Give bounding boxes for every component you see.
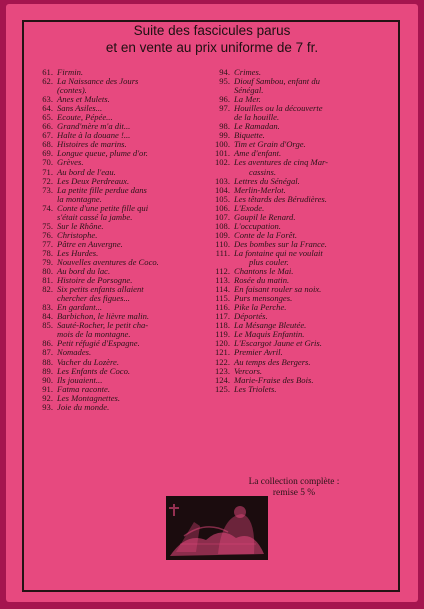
entry-title: La Mésange Bleutée. xyxy=(234,320,307,331)
entry-title: Histoire de Porsogne. xyxy=(57,275,133,286)
entry-title: Vacher du Lozère. xyxy=(57,356,119,367)
entry-title: Chantons le Mai. xyxy=(234,266,294,277)
entry-number: 67. xyxy=(42,130,53,141)
entry-number: 74. xyxy=(42,202,53,213)
entry-title: La Naissance des Jours xyxy=(57,76,139,87)
entry-title: Lettres du Sénégal. xyxy=(234,175,300,186)
footer-line-2: remise 5 % xyxy=(272,488,316,498)
entry-title: Au temps des Bergers. xyxy=(234,356,311,367)
entry-title: Les Montagnettes. xyxy=(57,392,121,403)
entry-number: 87. xyxy=(42,347,53,358)
entry-number: 90. xyxy=(42,374,53,385)
entry-title: Crimes. xyxy=(234,67,261,77)
entry-number: 122. xyxy=(214,356,230,367)
entry-title: Ame d'enfant. xyxy=(234,148,282,159)
entry-title: Sauté-Rocher, le petit cha- xyxy=(57,320,149,331)
entry-number: 118. xyxy=(215,320,230,331)
entry-number: 95. xyxy=(219,76,230,87)
entry-number: 96. xyxy=(219,94,230,105)
entry-title: La Mer. xyxy=(234,94,261,105)
entry-title: Joie du monde. xyxy=(57,401,110,412)
entry-title-continuation: la montagne. xyxy=(57,193,102,204)
entry-number: 91. xyxy=(42,383,53,394)
entry-number: 93. xyxy=(42,401,53,412)
entry-title: Purs mensonges. xyxy=(234,293,293,304)
entry-title: Ils jouaient... xyxy=(57,374,103,385)
catalog-entry xyxy=(209,249,379,258)
entry-title: La petite fille perdue dans xyxy=(57,184,147,195)
entry-title: Ecoute, Pépée... xyxy=(57,112,113,123)
catalog-header xyxy=(6,22,418,56)
entry-number: 63. xyxy=(42,94,53,105)
entry-number: 68. xyxy=(42,139,53,150)
entry-title: Les Enfants de Coco. xyxy=(57,365,131,376)
entry-number: 89. xyxy=(42,365,53,376)
entry-title: Déportés. xyxy=(234,311,268,322)
entry-number: 80. xyxy=(42,266,53,277)
entry-title: Les têtards des Bérudières. xyxy=(234,193,327,204)
entry-number: 76. xyxy=(42,229,53,240)
entry-number: 84. xyxy=(42,311,53,322)
entry-title: Fatma raconte. xyxy=(57,383,110,394)
pink-sheet xyxy=(6,4,418,602)
entry-title: Des bombes sur la France. xyxy=(234,238,327,249)
entry-number: 110. xyxy=(215,238,230,249)
entry-number: 115. xyxy=(215,293,230,304)
entry-number: 64. xyxy=(42,103,53,114)
entry-number: 109. xyxy=(214,229,230,240)
entry-title: L'Escargot Jaune et Gris. xyxy=(234,338,322,349)
entry-title: Petit réfugié d'Espagne. xyxy=(57,338,140,349)
entry-title: L'Exode. xyxy=(234,202,265,213)
left-column-list xyxy=(32,68,202,412)
entry-number: 79. xyxy=(42,256,53,267)
entry-number: 107. xyxy=(214,211,230,222)
entry-title: Biquette. xyxy=(234,130,265,141)
entry-number: 112. xyxy=(215,266,230,277)
entry-number: 72. xyxy=(42,175,53,186)
entry-title: Grèves. xyxy=(57,157,84,168)
entry-title: Les Deux Perdreaux. xyxy=(57,175,130,186)
entry-title: Longue queue, plume d'or. xyxy=(57,148,148,159)
entry-title: Histoires de marins. xyxy=(57,139,127,150)
entry-title: La fontaine qui ne voulait xyxy=(234,247,323,258)
entry-number: 103. xyxy=(214,175,230,186)
woodcut-vignette-image xyxy=(166,496,268,560)
entry-title: En gardant... xyxy=(57,302,103,313)
entry-number: 111. xyxy=(215,247,230,258)
entry-number: 88. xyxy=(42,356,53,367)
entry-number: 120. xyxy=(214,338,230,349)
entry-title: Premier Avril. xyxy=(234,347,283,358)
entry-title: Six petits enfants allaient xyxy=(57,284,144,295)
entry-title: Barbichon, le lièvre malin. xyxy=(57,311,150,322)
entry-number: 86. xyxy=(42,338,53,349)
entry-title: Marie-Fraise des Bois. xyxy=(234,374,314,385)
entry-number: 70. xyxy=(42,157,53,168)
entry-number: 102. xyxy=(214,157,230,168)
entry-number: 73. xyxy=(42,184,53,195)
entry-number: 113. xyxy=(215,275,230,286)
entry-number: 92. xyxy=(42,392,53,403)
entry-number: 104. xyxy=(214,184,230,195)
entry-number: 121. xyxy=(214,347,230,358)
entry-title: Diouf Sambou, enfant du xyxy=(234,76,320,87)
right-column-list xyxy=(209,68,379,394)
entry-title: Merlin-Merlot. xyxy=(234,184,286,195)
entry-number: 66. xyxy=(42,121,53,132)
entry-title-continuation: de la houille. xyxy=(234,112,280,123)
entry-number: 97. xyxy=(219,103,230,114)
entry-number: 69. xyxy=(42,148,53,159)
entry-title: Pike la Perche. xyxy=(234,302,287,313)
entry-title-continuation: mois de la montagne. xyxy=(57,329,131,340)
entry-title: Le Ramadan. xyxy=(234,121,280,132)
entry-number: 85. xyxy=(42,320,53,331)
entry-title: Grand'mère m'a dit... xyxy=(57,121,131,132)
entry-number: 65. xyxy=(42,112,53,123)
entry-number: 81. xyxy=(42,275,53,286)
entry-number: 100. xyxy=(214,139,230,150)
header-line-1: Suite des fascicules parus xyxy=(133,23,291,38)
entry-number: 83. xyxy=(42,302,53,313)
entry-title: Au bord du lac. xyxy=(57,266,111,277)
entry-number: 71. xyxy=(42,166,53,177)
entry-number: 117. xyxy=(215,311,230,322)
entry-number: 61. xyxy=(42,67,53,77)
entry-number: 119. xyxy=(215,329,230,340)
entry-title-continuation: Sénégal. xyxy=(234,85,264,96)
entry-title: Tim et Grain d'Orge. xyxy=(234,139,306,150)
entry-title: Rosée du matin. xyxy=(234,275,290,286)
entry-title: Les Triolets. xyxy=(234,383,277,394)
entry-number: 101. xyxy=(214,148,230,159)
entry-number: 99. xyxy=(219,130,230,141)
entry-title: En faisant rouler sa noix. xyxy=(234,284,322,295)
entry-title-continuation: chercher des figues... xyxy=(57,293,130,304)
entry-title: Vercors. xyxy=(234,365,263,376)
entry-title: Conte de la Forêt. xyxy=(234,229,298,240)
entry-number: 77. xyxy=(42,238,53,249)
catalog-entry xyxy=(32,403,202,412)
entry-title: Pâtre en Auvergne. xyxy=(57,238,123,249)
entry-number: 106. xyxy=(214,202,230,213)
entry-number: 98. xyxy=(219,121,230,132)
entry-title: Le Maquis Enfantin. xyxy=(234,329,305,340)
footer-line-1: La collection complète : xyxy=(248,477,340,487)
entry-number: 116. xyxy=(215,302,230,313)
entry-title: Houilles ou la découverte xyxy=(234,103,323,114)
entry-number: 82. xyxy=(42,284,53,295)
entry-number: 75. xyxy=(42,220,53,231)
entry-number: 62. xyxy=(42,76,53,87)
entry-title: Sur le Rhône. xyxy=(57,220,104,231)
entry-title: Anes et Mulets. xyxy=(57,94,110,105)
entry-number: 125. xyxy=(214,383,230,394)
catalog-entry xyxy=(209,158,379,167)
entry-title: Nouvelles aventures de Coco. xyxy=(57,256,159,267)
entry-title-continuation: plus couler. xyxy=(249,256,289,267)
entry-title-continuation: s'était cassé la jambe. xyxy=(57,211,133,222)
entry-title: Halte à la douane !... xyxy=(57,130,131,141)
catalog-entry xyxy=(209,385,379,394)
entry-title: Goupil le Renard. xyxy=(234,211,296,222)
header-line-2: et en vente au prix uniforme de 7 fr. xyxy=(105,40,319,55)
entry-title: Christophe. xyxy=(57,229,98,240)
entry-number: 105. xyxy=(214,193,230,204)
entry-title: L'occupation. xyxy=(234,220,281,231)
entry-title: Conte d'une petite fille qui xyxy=(57,202,149,213)
entry-title-continuation: cassins. xyxy=(249,166,276,177)
entry-number: 94. xyxy=(219,67,230,77)
entry-number: 123. xyxy=(214,365,230,376)
entry-title: Firmin. xyxy=(57,67,84,77)
entry-title: Au bord de l'eau. xyxy=(57,166,116,177)
entry-number: 108. xyxy=(214,220,230,231)
entry-title: Nomades. xyxy=(57,347,92,358)
entry-title: Sans Asiles... xyxy=(57,103,103,114)
entry-number: 114. xyxy=(215,284,230,295)
entry-title: Les aventures de cinq Mar- xyxy=(234,157,329,168)
entry-title: Les Hurdes. xyxy=(57,247,99,258)
entry-number: 78. xyxy=(42,247,53,258)
entry-title-continuation: (contes). xyxy=(57,85,87,96)
entry-number: 124. xyxy=(214,374,230,385)
